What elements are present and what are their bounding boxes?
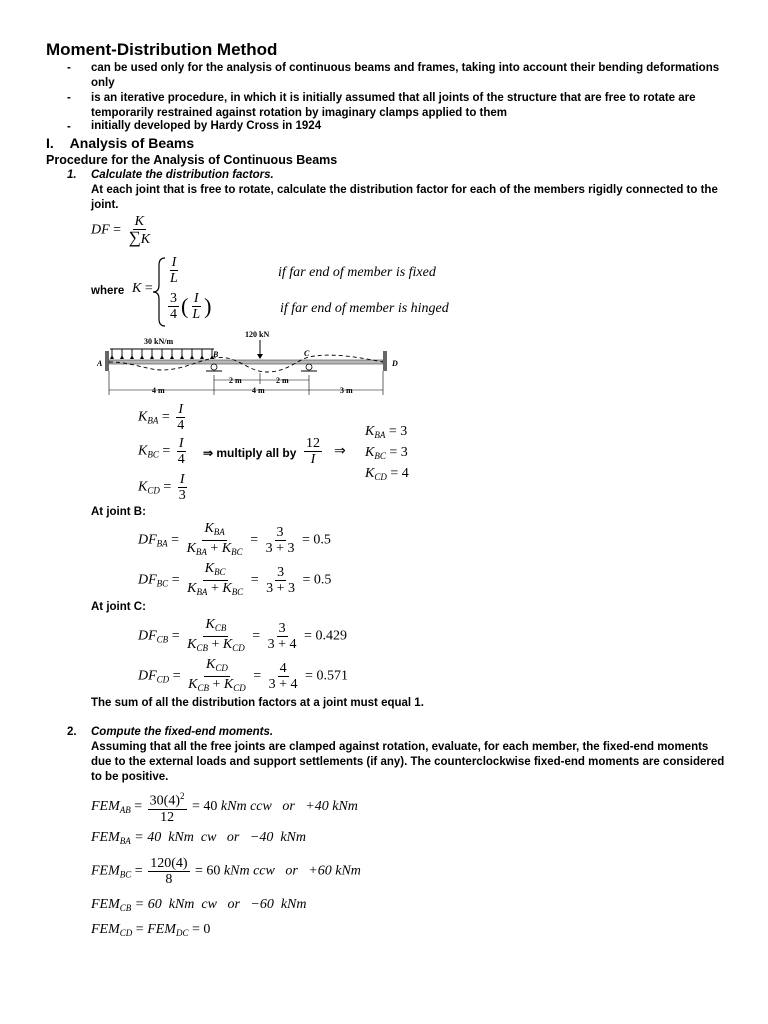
beam-body [109, 360, 383, 364]
df-value: 0.571 [316, 668, 348, 684]
dim-label: 2 m [229, 376, 242, 385]
procedure-title: Procedure for the Analysis of Continuous Beams [46, 153, 338, 167]
dim-label: 2 m [276, 376, 289, 385]
k-case-hinged-expr: $\frac{3}{4}$ ( $\frac{I}{L}$ ) [170, 291, 212, 322]
k-cd-formula: $K_{CD}$ = $\frac{I}{3}$ [138, 472, 186, 503]
k-bc-formula: $K_{BC}$ = $\frac{I}{4}$ [138, 436, 185, 467]
k-value: 4 [401, 466, 409, 481]
bullet-dash: - [67, 92, 71, 104]
fixed-support-a [105, 351, 109, 371]
fem-cb-formula: $FEM_{CB} = 60$ kNm cw or −60 kNm [91, 897, 307, 913]
k-value: 3 [400, 445, 408, 460]
page-title: Moment-Distribution Method [46, 40, 278, 59]
fem-cd-formula: $FEM_{CD} = FEM_{DC} = 0$ [91, 922, 211, 938]
node-label: D [392, 359, 398, 368]
step-number: 1. [67, 169, 77, 181]
k-case-fixed-label: if far end of member is fixed [278, 265, 436, 280]
fem-value: 40 [203, 799, 218, 815]
joint-c-label: At joint C: [91, 601, 146, 613]
df-cb-formula: $DF_{CB}$ = $\frac{K_{CB}}{K_{CB} + K_{CD}}$ = $\frac{3}{3 + 4}$ = 0.429 [138, 617, 347, 653]
fem-line: = 60 kNm cw or −60 kNm [134, 897, 307, 912]
beam-diagram [92, 328, 412, 403]
node-label: A [97, 359, 103, 368]
bullet-item: can be used only for the analysis of continuous beams and frames, taking into account their bending deformations only [91, 62, 720, 89]
dim-label: 4 m [252, 386, 265, 395]
section-title: Analysis of Beams [69, 135, 195, 151]
df-bc-formula: $DF_{BC}$ = $\frac{K_{BC}}{K_{BA} + K_{BC}}$ = $\frac{3}{3 + 3}$ = 0.5 [138, 561, 332, 597]
fem-line: = 40 kNm cw or −40 kNm [134, 830, 306, 845]
df-formula: DF = $\frac{K}{\sum K}$ [91, 214, 151, 247]
df-value: 0.5 [313, 532, 331, 548]
df-cd-formula: $DF_{CD}$ = $\frac{K_{CD}}{K_{CB} + K_{CD}}$ = $\frac{4}{3 + 4}$ = 0.571 [138, 657, 348, 693]
joint-b-label: At joint B: [91, 506, 146, 518]
k-case-hinged-label: if far end of member is hinged [280, 301, 449, 316]
step-number: 2. [67, 726, 77, 738]
step-text: Assuming that all the free joints are clamped against rotation, evaluate, for each member, the fixed-end moments due to the external loads and support settlements (if any). The counterclockwise fixed-end moments are considered to be positive. [91, 741, 725, 783]
k-ba-formula: $K_{BA}$ = $\frac{I}{4}$ [138, 402, 185, 433]
fem-ab-formula: $FEM_{AB}$ = $\frac{30(4)^2}{12}$ = 40 kNm ccw or +40 kNm [91, 791, 358, 825]
udl-label: 30 kN/m [144, 337, 174, 346]
step-title: Calculate the distribution factors. [91, 169, 274, 181]
fem-value: 60 [206, 863, 221, 879]
multiply-factor: $\frac{12}{I}$ ⇒ [306, 436, 346, 467]
multiply-text: ⇒ multiply all by [203, 446, 297, 460]
k-case-fixed-expr: $\frac{I}{L}$ [170, 255, 178, 286]
node-label: B [213, 350, 219, 359]
section-number: I. [46, 135, 54, 151]
section-heading [46, 135, 194, 151]
roller-support-c [301, 364, 317, 371]
df-value: 0.5 [313, 572, 332, 588]
bullet-dash: - [67, 121, 71, 133]
df-ba-formula: $DF_{BA}$ = $\frac{K_{BA}}{K_{BA} + K_{BC}}$ = $\frac{3}{3 + 3}$ = 0.5 [138, 521, 331, 557]
point-load-label: 120 kN [245, 330, 270, 339]
fem-ba-formula: $FEM_{BA} = 40$ kNm cw or −40 kNm [91, 830, 306, 846]
k-ba-result: $K_{BA} = 3$ [365, 424, 408, 440]
k-bc-result: $K_{BC} = 3$ [365, 445, 408, 461]
sum-note: The sum of all the distribution factors at a joint must equal 1. [91, 697, 424, 709]
dim-label: 3 m [340, 386, 353, 395]
bullet-item: is an iterative procedure, in which it is initially assumed that all joints of the structure that are free to rotate are temporarily restrained against rotation by imaginary clamps applied to them [91, 92, 696, 119]
step-text: At each joint that is free to rotate, calculate the distribution factor for each of the members rigidly connected to the joint. [91, 184, 718, 211]
roller-support-b [206, 364, 222, 371]
step-title: Compute the fixed-end moments. [91, 726, 274, 738]
k-value: 3 [400, 424, 408, 439]
fixed-support-d [383, 351, 387, 371]
dim-label: 4 m [152, 386, 165, 395]
fem-tail: kNm ccw or +60 kNm [223, 863, 361, 879]
where-label: where [91, 285, 125, 297]
fem-bc-formula: $FEM_{BC}$ = $\frac{120(4)}{8}$ = 60 kNm ccw or +60 kNm [91, 856, 361, 887]
df-value: 0.429 [315, 628, 347, 644]
node-label: C [304, 349, 310, 358]
k-cd-result: $K_{CD} = 4$ [365, 466, 409, 482]
fem-tail: kNm ccw or +40 kNm [220, 799, 358, 815]
bullet-item: initially developed by Hardy Cross in 1924 [91, 120, 322, 132]
bullet-dash: - [67, 62, 71, 74]
fem-line: = 0 [191, 922, 211, 937]
k-definition: K = [132, 281, 153, 296]
